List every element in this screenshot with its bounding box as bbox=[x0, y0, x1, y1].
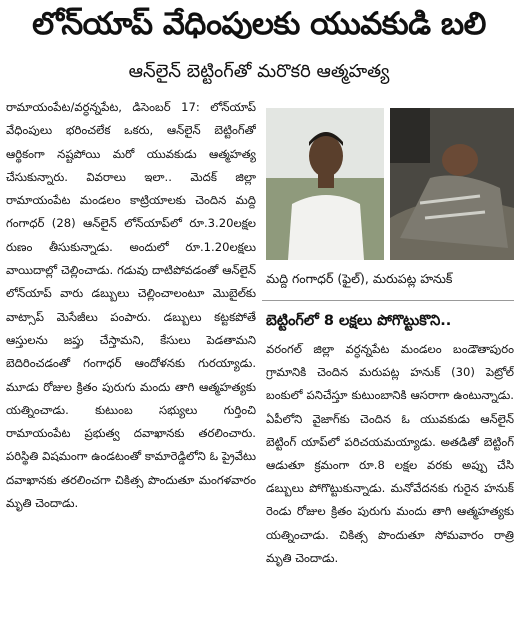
photo-gangadhar bbox=[266, 108, 384, 260]
person-photo-icon bbox=[390, 108, 514, 260]
right-article-text: వరంగల్ జిల్లా వర్ధన్నపేట మండలం బండౌతాపురం గ్రామానికి చెందిన మరుపట్ల హనుక్ (30) పెట్రోల్ బంకులో పనిచేస్తూ కుటుంబానికి ఆసరాగా ఉంటున్నాడు. ఏపీలోని వైజాగ్‌కు చెందిన ఓ యువకుడు ఆన్‌లైన్ బెట్టింగ్ యాప్‌లో పరిచయమయ్యాడు. అతడితో బెట్టింగ్ ఆడుతూ క్రమంగా రూ.8 లక్షల వరకు అప్పు చేసి డబ్బులు పోగొట్టుకున్నాడు. మనోవేదనకు గురైన హనుక్ రెండు రోజుల క్రితం పురుగు మందు తాగి ఆత్మహత్యకు యత్నించాడు. చికిత్స పొందుతూ సోమవారం రాత్రి మృతి చెందాడు. bbox=[266, 342, 514, 565]
left-article-column bbox=[6, 96, 256, 616]
photo-caption: మద్ది గంగాధర్ (ఫైల్), మరుపట్ల హనుక్ bbox=[266, 271, 453, 286]
right-article-column bbox=[266, 338, 514, 618]
right-article-title: బెట్టింగ్‌లో 8 లక్షలు పోగొట్టుకొని.. bbox=[266, 313, 452, 329]
person-photo-icon bbox=[266, 108, 384, 260]
left-article-text: రామాయంపేట/వర్ధన్నపేట, డిసెంబర్ 17: లోన్‌యాప్ వేధింపులు భరించలేక ఒకరు, ఆన్‌లైన్ బెట్టింగ్‌తో ఆర్థికంగా నష్టపోయి మరో యువకుడు ఆత్మహత్య చేసుకున్నారు. వివరాలు ఇలా.. మెదక్ జిల్లా రామాయంపేట మండలం కాట్రియాలకు చెందిన మద్ది గంగాధర్ (28) ఆన్‌లైన్ లోన్‌యాప్‌లో రూ.3.20లక్షల రుణం తీసుకున్నాడు. అందులో రూ.1.20లక్షలు వాయిదాల్లో చెల్లించాడు. గడువు దాటిపోవడంతో ఆన్‌లైన్ లోన్‌యాప్ వారు డబ్బులు చెల్లించాలంటూ మొబైల్‌కు వాట్సాప్ మెసేజీలు పంపారు. డబ్బులు కట్టకపోతే ఆస్తులను జప్తు చేస్తామని, కేసులు పెడతామని బెదిరించడంతో గంగాధర్ ఆందోళనకు గురయ్యాడు. మూడు రోజుల క్రితం పురుగు మందు తాగి ఆత్మహత్యకు యత్నించాడు. కుటుంబ సభ్యులు గుర్తించి రామాయంపేట ప్రభుత్వ దవాఖానకు తరలించారు. పరిస్థితి విషమంగా ఉండటంతో కామారెడ్డిలోని ఓ ప్రైవేటు దవాఖానకు తరలించగా చికిత్స పొందుతూ మంగళవారం మృతి చెందాడు. bbox=[6, 100, 256, 511]
headline: లోన్‌యాప్ వేధింపులకు యువకుడి బలి bbox=[32, 6, 486, 42]
photo-hanuk bbox=[390, 108, 514, 260]
section-divider bbox=[262, 300, 514, 301]
subheadline: ఆన్‌లైన్ బెట్టింగ్‌తో మరొకరి ఆత్మహత్య bbox=[128, 61, 390, 82]
